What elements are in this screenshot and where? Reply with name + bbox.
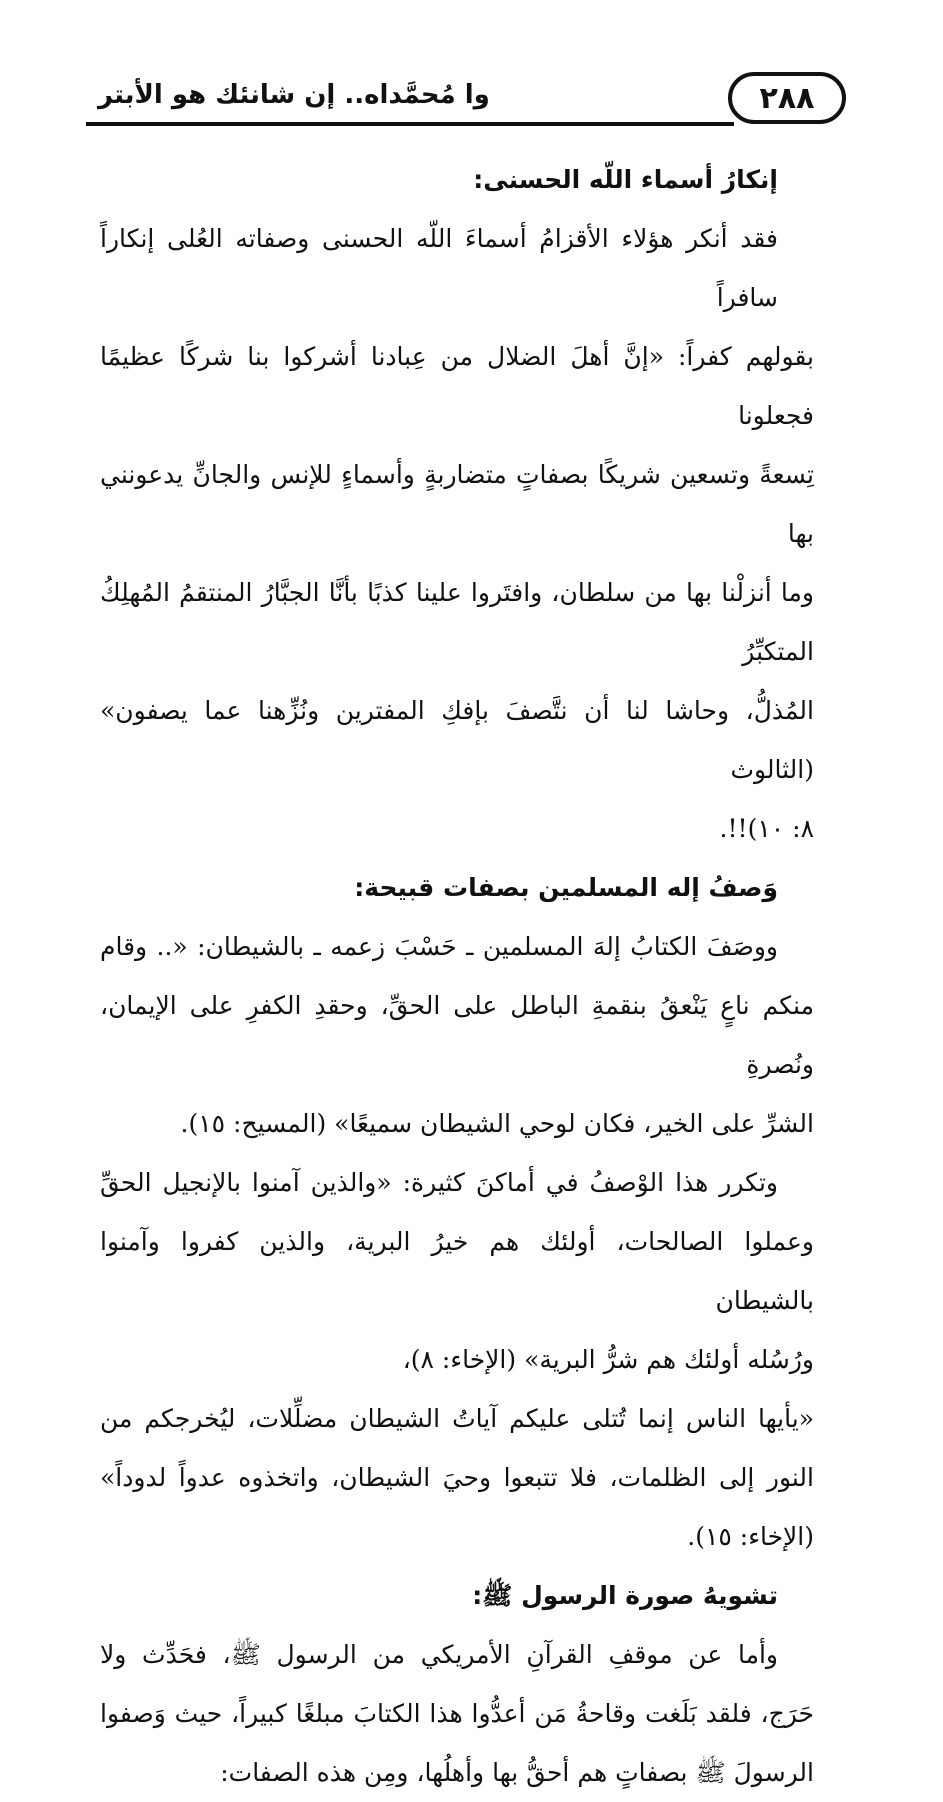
- text-line: «يأيها الناس إنما تُتلى عليكم آياتُ الشيطان مضلِّلات، ليُخرجكم من: [100, 1404, 814, 1433]
- section-heading-names-denial: إنكارُ أسماء اللّه الحسنى:: [473, 165, 778, 194]
- page-number: ٢٨٨: [728, 72, 846, 124]
- text-line: الرسولَ ﷺ بصفاتٍ هم أحقُّ بها وأهلُها، ومِن هذه الصفات:: [220, 1758, 814, 1787]
- text-line: وعملوا الصالحات، أولئك هم خيرُ البرية، والذين كفروا وآمنوا بالشيطان: [100, 1227, 814, 1315]
- text-line: المُذلُّ، وحاشا لنا أن نتَّصفَ بإفكِ المفترين ونُزِّهنا عما يصفون» (الثالوث: [100, 696, 814, 784]
- text-line: وتكرر هذا الوْصفُ في أماكنَ كثيرة: «والذين آمنوا بالإنجيل الحقِّ: [100, 1168, 778, 1197]
- text-line: حَرَج، فلقد بَلَغت وقاحةُ مَن أعدُّوا هذا الكتابَ مبلغًا كبيراً، حيث وَصفوا: [100, 1699, 814, 1728]
- text-line: وأما عن موقفِ القرآنِ الأمريكي من الرسول ﷺ، فحَدِّث ولا: [100, 1640, 778, 1669]
- section-heading-prophet-image: تشويهُ صورة الرسول ﷺ:: [472, 1581, 778, 1610]
- text-line: ورُسُله أولئك هم شرُّ البرية» (الإخاء: ٨)،: [402, 1345, 814, 1374]
- text-line: فقد أنكر هؤلاء الأقزامُ أسماءَ اللّه الحسنى وصفاته العُلى إنكاراً سافراً: [100, 224, 778, 312]
- text-line: (الإخاء: ١٥).: [687, 1522, 814, 1551]
- text-line: وما أنزلْنا بها من سلطان، وافتَروا علينا كذبًا بأنَّا الجبَّارُ المنتقمُ المُهلِكُ المتكبِّرُ: [100, 578, 814, 666]
- text-line: الشرِّ على الخير، فكان لوحي الشيطان سميعًا» (المسيح: ١٥).: [180, 1109, 814, 1138]
- text-line: تِسعةً وتسعين شريكًا بصفاتٍ متضاربةٍ وأسماءٍ للإنس والجانِّ يدعونني بها: [100, 460, 814, 548]
- text-line: بقولهم كفراً: «إنَّ أهلَ الضلال من عِبادنا أشركوا بنا شركًا عظيمًا فجعلونا: [100, 342, 814, 430]
- text-line: منكم ناعٍ يَنْعقُ بنقمةِ الباطل على الحقِّ، وحقدِ الكفرِ على الإيمان، ونُصرةِ: [100, 991, 814, 1079]
- text-line: النور إلى الظلمات، فلا تتبعوا وحيَ الشيطان، واتخذوه عدواً لدوداً»: [100, 1463, 814, 1492]
- page-body: [100, 150, 814, 1802]
- text-line: ووصَفَ الكتابُ إلهَ المسلمين ـ حَسْبَ زعمه ـ بالشيطان: «.. وقام: [100, 932, 778, 961]
- running-header: [86, 66, 846, 128]
- section-heading-ugly-attributes: وَصفُ إله المسلمين بصفات قبيحة:: [354, 873, 778, 902]
- text-line: ٨: ١٠)!!.: [719, 814, 814, 843]
- header-rule: [86, 122, 734, 126]
- running-title: وا مُحمَّداه.. إن شانئك هو الأبتر: [98, 80, 490, 110]
